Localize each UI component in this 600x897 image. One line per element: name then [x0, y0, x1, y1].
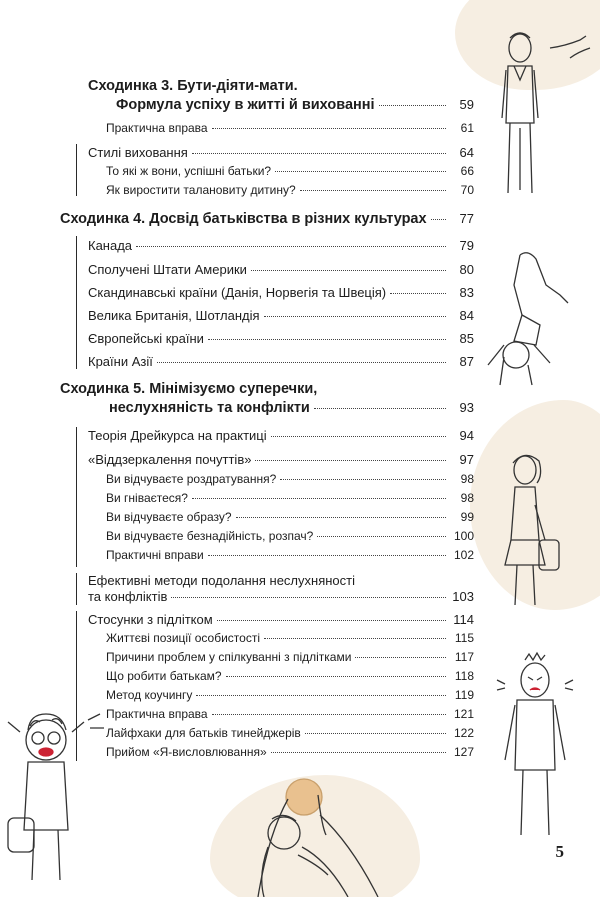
toc-entry-label: Причини проблем у спілкуванні з підлітками	[106, 650, 352, 664]
dot-leader	[264, 316, 446, 317]
toc-entry[interactable]	[88, 452, 474, 467]
toc-entry-label: Лайфхаки для батьків тинейджерів	[106, 726, 301, 740]
toc-entry-label: Практичні вправи	[106, 548, 204, 562]
toc-entry-label: Скандинавські країни (Данія, Норвегія та Швеція)	[88, 285, 387, 300]
dot-leader	[255, 460, 446, 461]
dot-leader	[226, 676, 446, 677]
toc-page-number: 79	[459, 238, 474, 253]
toc-entry[interactable]	[106, 688, 474, 702]
toc-entry-label: Прийом «Я-висловлювання»	[106, 745, 267, 759]
dot-leader	[192, 498, 446, 499]
dot-leader	[192, 153, 446, 154]
toc-page-number: 99	[460, 510, 474, 524]
toc-entry-label: Сполучені Штати Америки	[88, 262, 247, 277]
dot-leader	[212, 128, 446, 129]
toc-entry-label: Формула успіху в житті й вихованні	[116, 97, 375, 113]
toc-page-number: 114	[453, 612, 474, 627]
toc-page-number: 102	[453, 548, 474, 562]
dot-leader	[157, 362, 446, 363]
toc-page-number: 70	[460, 183, 474, 197]
toc-entry-label: То які ж вони, успішні батьки?	[106, 164, 272, 178]
toc-entry-label: Канада	[88, 238, 133, 253]
toc-step5-group-line-2	[76, 573, 77, 605]
toc-step3-group-line	[76, 144, 77, 196]
toc-entry-label: «Віддзеркалення почуттів»	[88, 452, 252, 467]
toc-entry-label: Ви відчуваєте роздратування?	[106, 472, 277, 486]
toc-page-number: 127	[453, 745, 474, 759]
dot-leader	[314, 408, 446, 409]
toc-entry[interactable]	[106, 745, 474, 759]
toc-page-number: 93	[459, 400, 474, 415]
toc-page-number: 98	[460, 491, 474, 505]
child-handstand-illustration	[480, 245, 590, 390]
dot-leader	[275, 171, 446, 172]
toc-entry[interactable]	[88, 612, 474, 627]
toc-entry[interactable]	[106, 631, 474, 645]
toc-step3-title-line1[interactable]: Сходинка 3. Бути-діяти-мати.	[88, 78, 298, 94]
toc-entry-label: Велика Британія, Шотландія	[88, 308, 260, 323]
toc-step5-group-line-1	[76, 427, 77, 567]
toc-page-number: 100	[453, 529, 474, 543]
dot-leader	[431, 219, 446, 220]
dot-leader	[355, 657, 446, 658]
toc-page-number: 97	[459, 452, 474, 467]
toc-entry[interactable]	[88, 589, 474, 604]
dot-leader	[217, 620, 446, 621]
dot-leader	[136, 246, 446, 247]
toc-entry[interactable]	[106, 707, 474, 721]
dot-leader	[208, 339, 446, 340]
dot-leader	[271, 436, 446, 437]
girl-with-bag-illustration	[495, 445, 575, 610]
toc-entry[interactable]	[106, 529, 474, 543]
dot-leader	[271, 752, 446, 753]
toc-entry[interactable]	[106, 164, 474, 178]
dot-leader	[305, 733, 446, 734]
toc-entry[interactable]	[106, 183, 474, 197]
toc-entry-label: Практична вправа	[106, 707, 208, 721]
dot-leader	[236, 517, 446, 518]
toc-entry[interactable]	[106, 726, 474, 740]
toc-entry[interactable]	[88, 331, 474, 346]
toc-page-number: 94	[459, 428, 474, 443]
parent-hugging-child-illustration	[228, 775, 408, 897]
toc-page-number: 66	[460, 164, 474, 178]
toc-entry[interactable]	[88, 238, 474, 253]
dot-leader	[379, 105, 446, 106]
toc-page-number: 98	[460, 472, 474, 486]
dot-leader	[208, 555, 446, 556]
toc-entry[interactable]	[106, 650, 474, 664]
toc-page-number: 118	[454, 669, 474, 683]
toc-page-number: 115	[454, 631, 474, 645]
toc-step5-title-line1[interactable]: Сходинка 5. Мінімізуємо суперечки,	[60, 381, 318, 397]
toc-entry[interactable]	[88, 308, 474, 323]
toc-step4-group-line	[76, 236, 77, 369]
toc-step3-title[interactable]	[116, 97, 474, 113]
dot-leader	[390, 293, 446, 294]
toc-entry-label: Ви гніваєтеся?	[106, 491, 188, 505]
toc-page-number: 85	[459, 331, 474, 346]
toc-entry-label: Сходинка 4. Досвід батьківства в різних культурах	[60, 211, 427, 227]
toc-entry[interactable]	[88, 354, 474, 369]
toc-page-number: 121	[453, 707, 474, 721]
toc-entry[interactable]	[106, 510, 474, 524]
toc-page-number: 61	[460, 121, 474, 135]
dot-leader	[317, 536, 446, 537]
dot-leader	[171, 597, 446, 598]
toc-entry-line1[interactable]: Ефективні методи подолання неслухняності	[88, 573, 355, 588]
dot-leader	[212, 714, 446, 715]
dot-leader	[300, 190, 446, 191]
toc-entry[interactable]	[106, 472, 474, 486]
dot-leader	[196, 695, 446, 696]
toc-entry-label: Європейські країни	[88, 331, 204, 346]
toc-entry-label: Країни Азії	[88, 354, 153, 369]
toc-entry[interactable]	[106, 548, 474, 562]
toc-entry-label: Ви відчуваєте образу?	[106, 510, 232, 524]
toc-entry-label: Стилі виховання	[88, 145, 188, 160]
toc-entry[interactable]	[106, 121, 474, 135]
toc-entry-label: Як виростити талановиту дитину?	[106, 183, 296, 197]
toc-page-number: 103	[452, 589, 474, 604]
toc-page-number: 122	[453, 726, 474, 740]
toc-entry-label: Ви відчуваєте безнадійність, розпач?	[106, 529, 314, 543]
toc-entry[interactable]	[88, 285, 474, 300]
toc-entry[interactable]	[88, 262, 474, 277]
toc-entry-label: Що робити батькам?	[106, 669, 222, 683]
toc-entry[interactable]	[88, 145, 474, 160]
angry-boy-illustration	[495, 650, 575, 840]
toc-page-number: 77	[459, 211, 474, 226]
toc-page-number: 87	[459, 354, 474, 369]
toc-entry-label: та конфліктів	[88, 589, 168, 604]
toc-page-number: 59	[459, 97, 474, 112]
toc-page-number: 117	[454, 650, 474, 664]
shouting-boy-illustration	[0, 700, 110, 890]
dot-leader	[280, 479, 446, 480]
boy-pointing-illustration	[490, 18, 600, 198]
toc-entry-label: Метод коучингу	[106, 688, 193, 702]
toc-step5-title[interactable]	[109, 400, 474, 416]
dot-leader	[251, 270, 446, 271]
toc-entry-label: Життєві позиції особистості	[106, 631, 260, 645]
toc-entry-label: Теорія Дрейкурса на практиці	[88, 428, 267, 443]
page-number: 5	[555, 842, 564, 861]
toc-entry[interactable]	[106, 669, 474, 683]
toc-entry-label: неслухняність та конфлікти	[109, 400, 310, 416]
toc-page-number: 84	[459, 308, 474, 323]
toc-page-number: 80	[459, 262, 474, 277]
toc-entry[interactable]	[88, 428, 474, 443]
toc-entry[interactable]	[106, 491, 474, 505]
toc-entry-label: Практична вправа	[106, 121, 208, 135]
toc-step5-group-line-3	[76, 611, 77, 761]
toc-entry-label: Стосунки з підлітком	[88, 612, 213, 627]
toc-step4-title[interactable]	[60, 211, 474, 227]
toc-page-number: 83	[459, 285, 474, 300]
toc-page-number: 64	[459, 145, 474, 160]
dot-leader	[264, 638, 446, 639]
toc-page-number: 119	[454, 688, 474, 702]
